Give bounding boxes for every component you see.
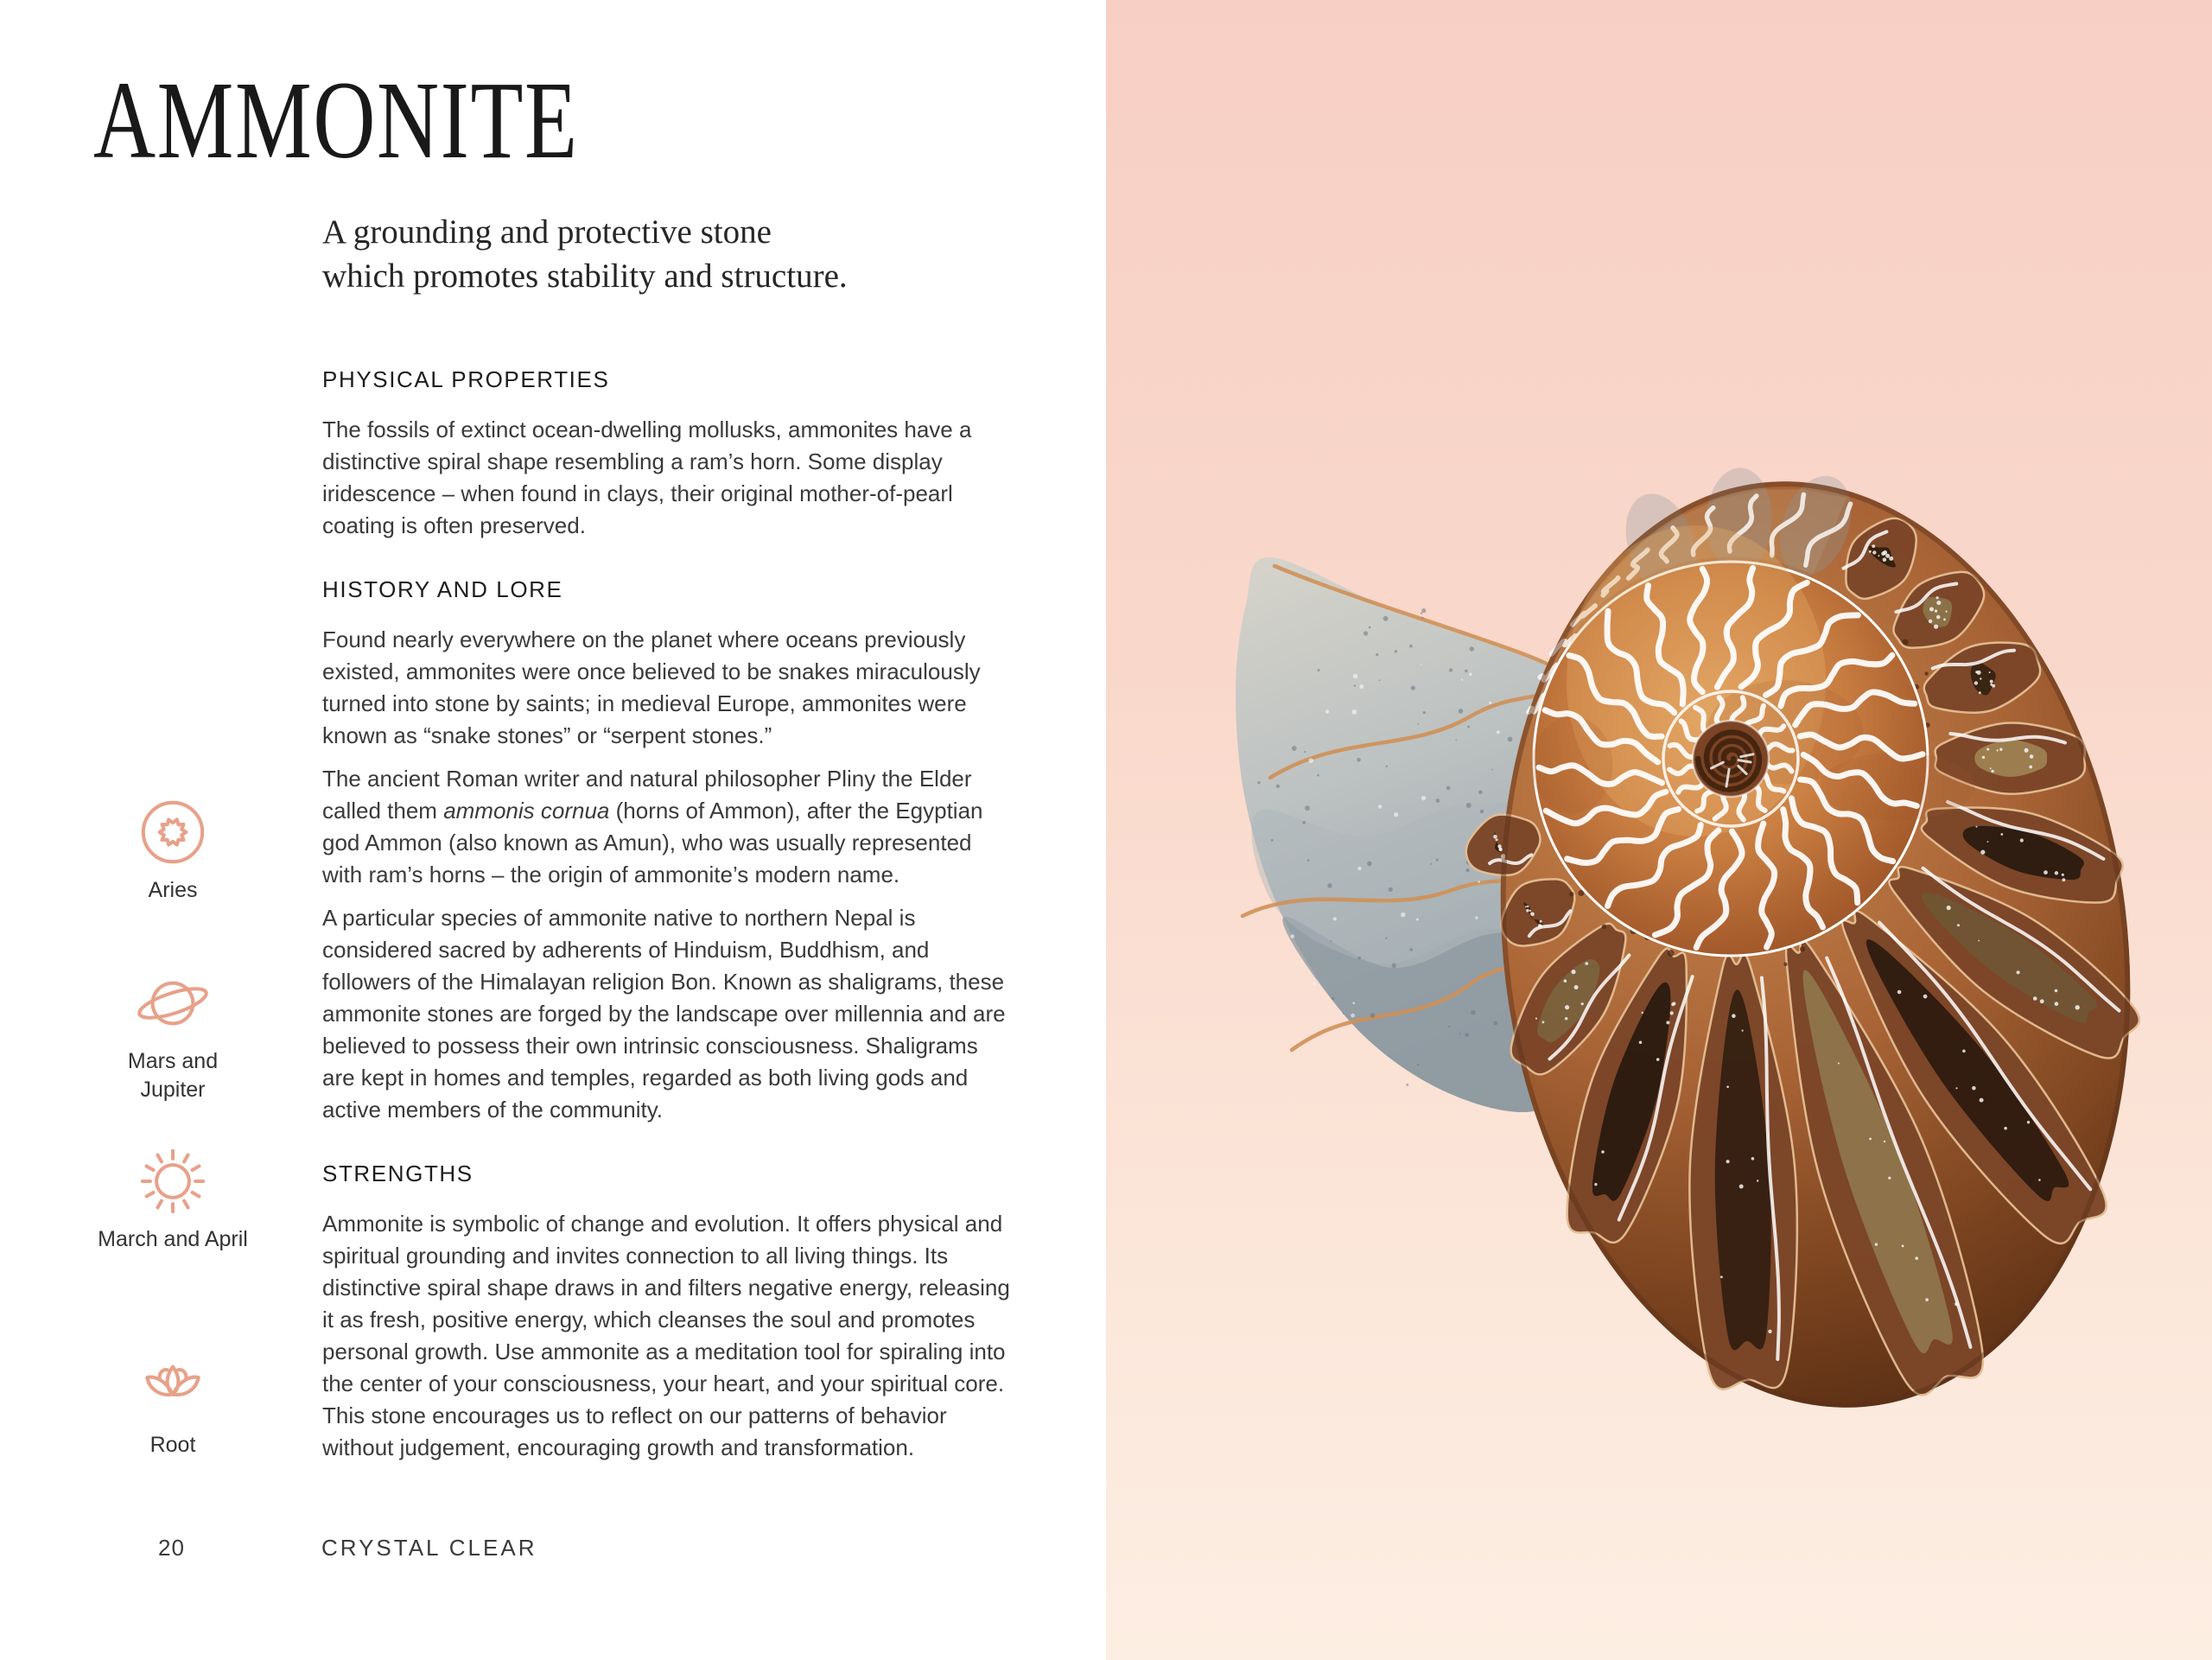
- tagline-line-1: A grounding and protective stone: [322, 213, 772, 251]
- attribute-zodiac: [73, 793, 272, 905]
- section-heading-strengths: STRENGTHS: [322, 1161, 474, 1186]
- lotus-icon: [134, 1348, 212, 1426]
- tagline-line-2: which promotes stability and structure.: [322, 258, 848, 295]
- history-p2-text: The ancient Roman writer and natural philosopher Pliny the Elder called them: [322, 766, 972, 824]
- attribute-label: Mars and Jupiter: [127, 1049, 219, 1102]
- tagline: [322, 210, 1048, 298]
- history-paragraph-3: A particular species of ammonite native to northern Nepal is considered sacred by adherents of Hinduism, Buddhism, and followers of the Himalayan religion Bon. Known as shaligrams, these ammonite stones are forged by the landscape over millennia and are believed to possess their own intrinsic consciousness. Shaligrams are kept in homes and temples, regarded as both living gods and active members of the community.: [322, 905, 1006, 1123]
- section-body-strengths: Ammonite is symbolic of change and evolution. It offers physical and spiritual grounding and invites connection to all living things. Its distinctive spiral shape draws in and filters negative energy, releasing it as fresh, positive energy, which cleanses the soul and promotes personal growth. Use ammonite as a meditation tool for spiraling into the center of your consciousness, your heart, and your spiritual core. This stone encourages us to reflect on our patterns of behavior without judgement, encouraging growth and transformation.: [322, 1211, 1010, 1460]
- planet-icon: [134, 964, 212, 1042]
- attribute-months: [73, 1142, 272, 1254]
- attribute-planets: [73, 964, 272, 1104]
- history-p2-text: (horns of Ammon), after the Egyptian god Ammon (also known as Amun), who was usually represented with ram’s horns – the origin of ammonite’s modern name.: [322, 798, 983, 887]
- section-body-physical: The fossils of extinct ocean-dwelling mollusks, ammonites have a distinctive spiral shape resembling a ram’s horn. Some display iridescence – when found in clays, their original mother-of-pearl coating is often preserved.: [322, 417, 972, 538]
- page-number: 20: [158, 1535, 185, 1561]
- attribute-label: Root: [149, 1433, 196, 1457]
- ammonite-illustration: [1106, 0, 2212, 1660]
- section-heading-history: HISTORY AND LORE: [322, 576, 563, 602]
- page-title: AMMONITE: [93, 59, 579, 181]
- zodiac-burst-icon: [134, 793, 212, 871]
- section-heading-physical: PHYSICAL PROPERTIES: [322, 366, 610, 392]
- history-p2-latin-term: ammonis cornua: [443, 798, 610, 824]
- attribute-chakra: [73, 1348, 272, 1460]
- attribute-label: March and April: [98, 1227, 248, 1251]
- book-title: CRYSTAL CLEAR: [321, 1535, 537, 1561]
- stone-description: [322, 366, 1014, 1464]
- right-page: [1106, 0, 2212, 1660]
- sun-icon: [134, 1142, 212, 1220]
- history-paragraph-1: Found nearly everywhere on the planet where oceans previously existed, ammonites were once believed to be snakes miraculously turned into stone by saints; in medieval Europe, ammonites were known as “snake stones” or “serpent stones.”: [322, 626, 981, 748]
- history-paragraph-2: [322, 763, 1014, 891]
- attribute-label: Aries: [148, 878, 198, 902]
